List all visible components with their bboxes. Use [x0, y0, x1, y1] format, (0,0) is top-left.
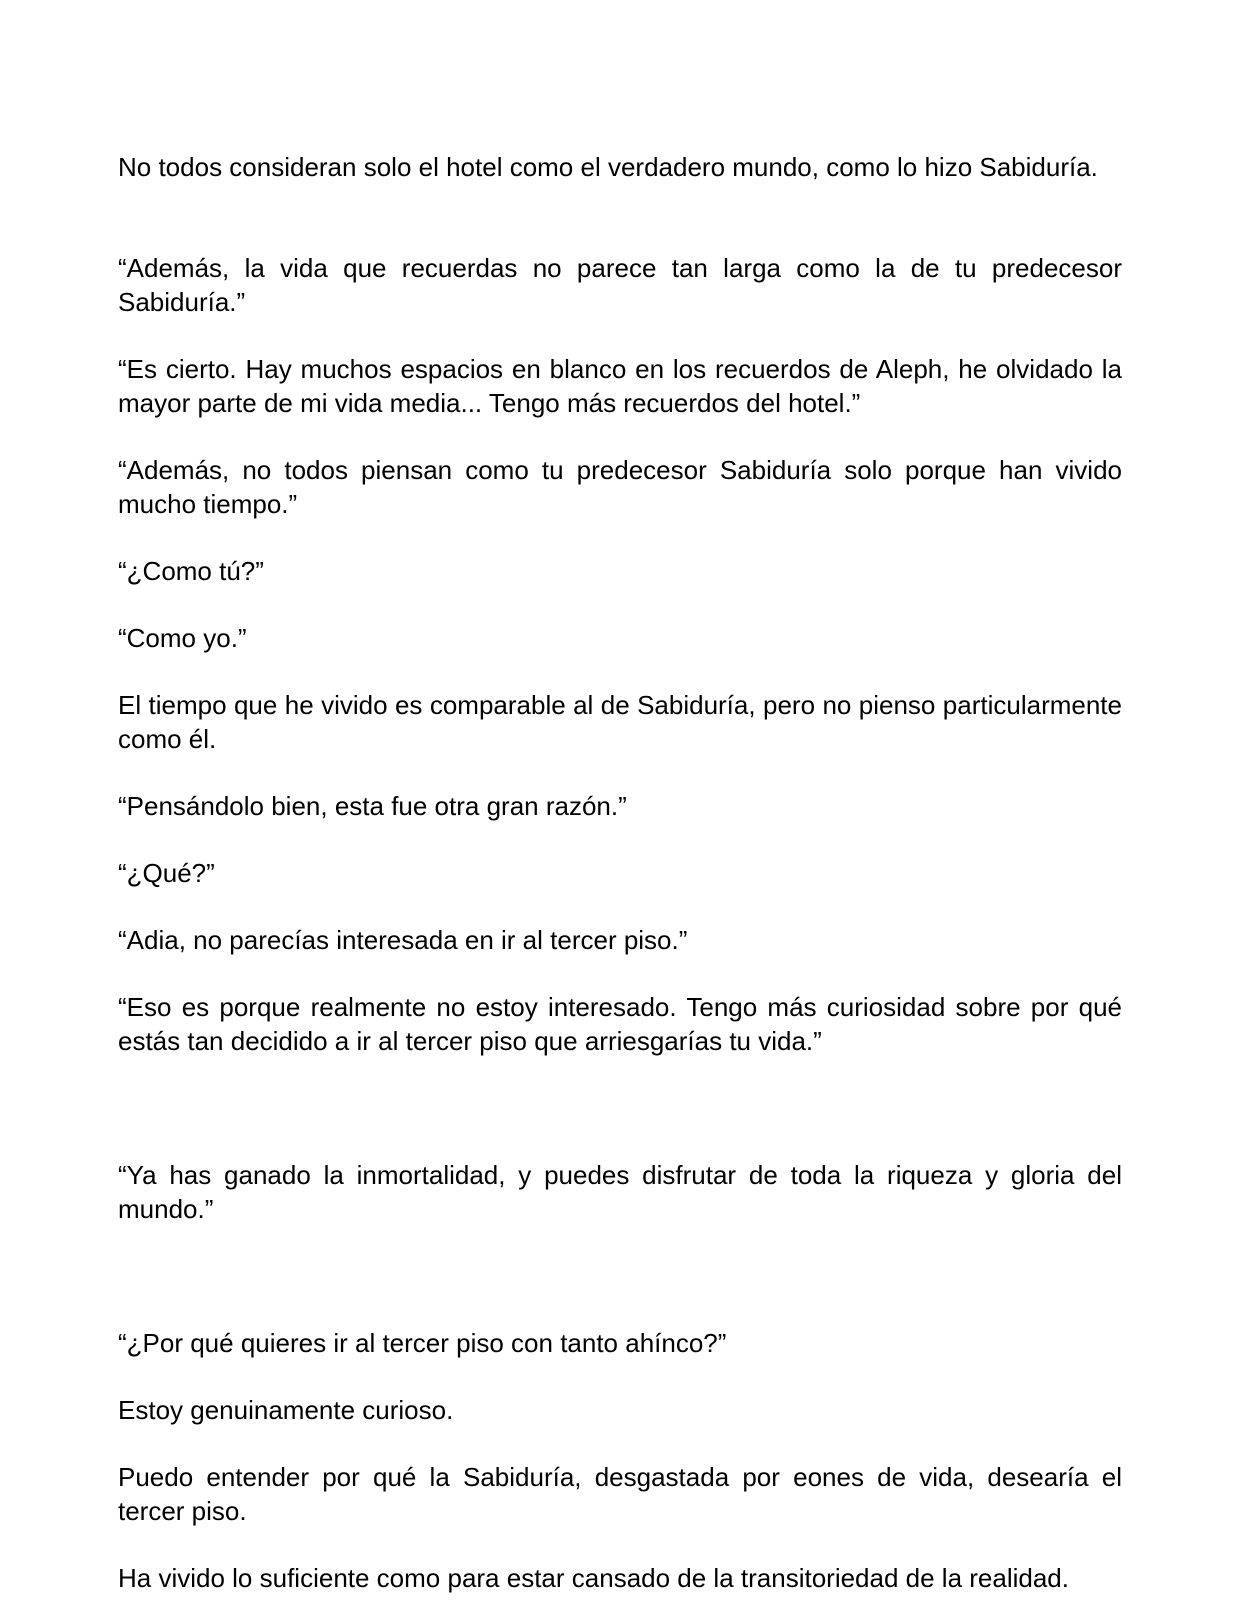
paragraph: “Como yo.”	[118, 623, 247, 653]
paragraph: “Adia, no parecías interesada en ir al tercer piso.”	[118, 925, 688, 955]
paragraph: El tiempo que he vivido es comparable al de Sabiduría, pero no pienso particularmente como él.	[118, 690, 1122, 754]
paragraph: “Es cierto. Hay muchos espacios en blanco en los recuerdos de Aleph, he olvidado la mayor parte de mi vida media... Tengo más recuerdos del hotel.”	[118, 354, 1122, 418]
paragraph: Ha vivido lo suficiente como para estar cansado de la transitoriedad de la realidad.	[118, 1563, 1069, 1593]
paragraph: No todos consideran solo el hotel como el verdadero mundo, como lo hizo Sabiduría.	[118, 152, 1098, 182]
paragraph: Estoy genuinamente curioso.	[118, 1395, 454, 1425]
paragraph: “¿Qué?”	[118, 858, 215, 888]
paragraph: “Además, no todos piensan como tu predecesor Sabiduría solo porque han vivido mucho tiempo.”	[118, 455, 1122, 519]
paragraph: “Eso es porque realmente no estoy interesado. Tengo más curiosidad sobre por qué estás tan decidido a ir al tercer piso que arriesgarías tu vida.”	[118, 992, 1122, 1056]
paragraph: “¿Por qué quieres ir al tercer piso con tanto ahínco?”	[118, 1328, 727, 1358]
paragraph: “Además, la vida que recuerdas no parece tan larga como la de tu predecesor Sabiduría.”	[118, 253, 1122, 317]
paragraph: “Ya has ganado la inmortalidad, y puedes disfrutar de toda la riqueza y gloria del mundo.”	[118, 1160, 1122, 1224]
paragraph: “¿Como tú?”	[118, 556, 264, 586]
paragraph: “Pensándolo bien, esta fue otra gran razón.”	[118, 791, 627, 821]
paragraph: Puedo entender por qué la Sabiduría, desgastada por eones de vida, desearía el tercer piso.	[118, 1462, 1122, 1526]
